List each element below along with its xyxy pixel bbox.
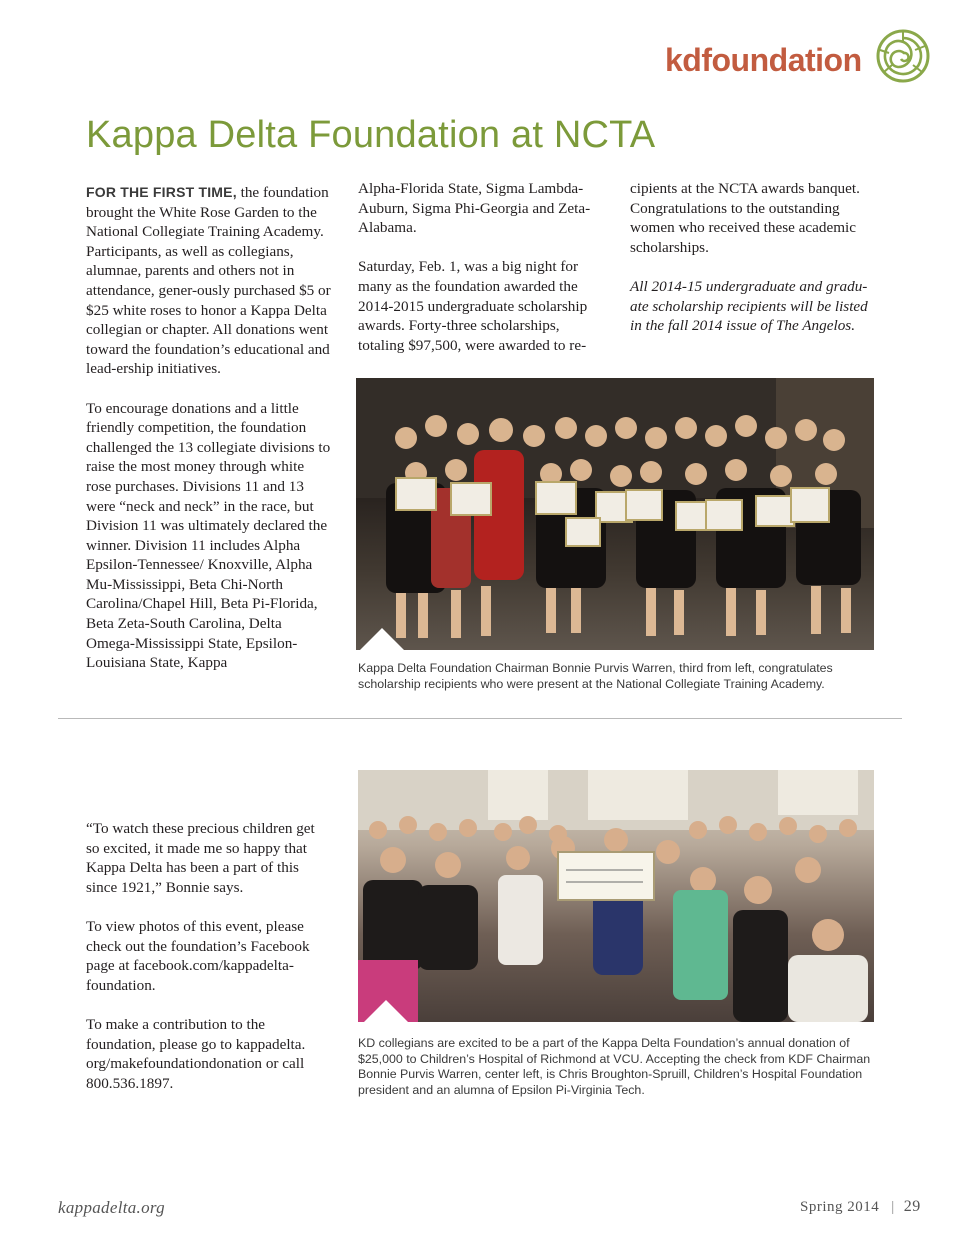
quote-paragraph: “To watch these precious children get so excited, it made me so happy that Kappa Delta has been a part of this since 1921,” Bonnie says. bbox=[86, 820, 315, 896]
col2-paragraph-1: Alpha-Florida State, Sigma Lambda-Auburn, Sigma Phi-Georgia and Zeta-Alabama. bbox=[358, 180, 591, 237]
section-divider bbox=[58, 718, 902, 719]
photo2-caption: KD collegians are excited to be a part of the Kappa Delta Foundation’s annual donation of $25,000 to Children’s Hospital of Richmond at VCU. Accepting the check from KDF Chairman Bonnie Purvis Warren, center left, is Chris Broughton-Spruill, Children’s Hospital Foundation president and an alumna of Epsilon Pi-Virginia Tech. bbox=[358, 1036, 871, 1097]
lead-in: FOR THE FIRST TIME, bbox=[86, 184, 237, 200]
footer-separator: | bbox=[891, 1199, 895, 1215]
second-section-text bbox=[86, 819, 331, 1113]
col3-paragraph-1: cipients at the NCTA awards banquet. Congratulations to the outstanding women who received these academic scholarships. bbox=[630, 180, 860, 256]
kd-foundation-logo bbox=[665, 28, 940, 86]
logo-wordmark bbox=[665, 42, 862, 79]
photo1-caption: Kappa Delta Foundation Chairman Bonnie Purvis Warren, third from left, congratulates scholarship recipients who were present at the National Collegiate Training Academy. bbox=[358, 661, 833, 691]
col1-paragraph-2: To encourage donations and a little friendly competition, the foundation challenged the 13 collegiate divisions to raise the most money through white rose purchases. Divisions 11 and 13 were “neck and neck” in the race, but Division 11 was ultimately declared the winner. Division 11 includes Alpha Epsilon-Tennessee/ Knoxville, Alpha Mu-Mississippi, Beta Chi-North Carolina/Chapel Hill, Beta Pi-Florida, Beta Zeta-South Carolina, Delta Omega-Mississippi State, Epsilon-Louisiana State, Kappa bbox=[86, 399, 331, 672]
footer-issue-page bbox=[800, 1198, 921, 1216]
footer-website: kappadelta.org bbox=[58, 1198, 165, 1217]
logo-foundation: foundation bbox=[701, 42, 862, 78]
article-column-1 bbox=[86, 183, 331, 692]
group-photo-illustration bbox=[356, 378, 874, 650]
col3-paragraph-2: All 2014-15 undergraduate and gradu-ate scholarship recipients will be listed in the fall 2014 issue of The Angelos. bbox=[630, 277, 868, 335]
footer-issue: Spring 2014 bbox=[800, 1199, 880, 1215]
childrens-hospital-donation-photo bbox=[358, 770, 874, 1022]
facebook-paragraph: To view photos of this event, please check out the foundation’s Facebook page at facebook.com/kappadelta-foundation. bbox=[86, 917, 310, 994]
article-title: Kappa Delta Foundation at NCTA bbox=[86, 114, 656, 156]
article-column-3 bbox=[630, 179, 880, 355]
donation-photo-illustration bbox=[358, 770, 874, 1022]
photo-notch bbox=[360, 628, 404, 650]
col1-paragraph-1-text: the foundation brought the White Rose Garden to the National Collegiate Training Academy. Participants, as well as collegians, alumnae, parents and others not in attendance, gener-ously purchased $5 or $25 white roses to honor a Kappa Delta collegian or chapter. All donations went toward the foundation’s educational and lead-ership initiatives. bbox=[86, 184, 331, 378]
article-column-2 bbox=[358, 179, 604, 375]
contribution-paragraph: To make a contribution to the foundation, please go to kappadelta. org/makefoundationdonation or call 800.536.1897. bbox=[86, 1015, 306, 1092]
photo-notch bbox=[364, 1000, 408, 1022]
logo-kd: kd bbox=[665, 42, 702, 78]
col1-paragraph-1 bbox=[86, 183, 331, 379]
col2-paragraph-2: Saturday, Feb. 1, was a big night for many as the foundation awarded the 2014-2015 undergraduate scholarship awards. Forty-three scholarships, totaling $97,500, were awarded to re- bbox=[358, 258, 588, 354]
scholarship-recipients-photo bbox=[356, 378, 874, 650]
nautilus-shell-icon bbox=[875, 28, 931, 84]
page-number: 29 bbox=[903, 1198, 921, 1215]
